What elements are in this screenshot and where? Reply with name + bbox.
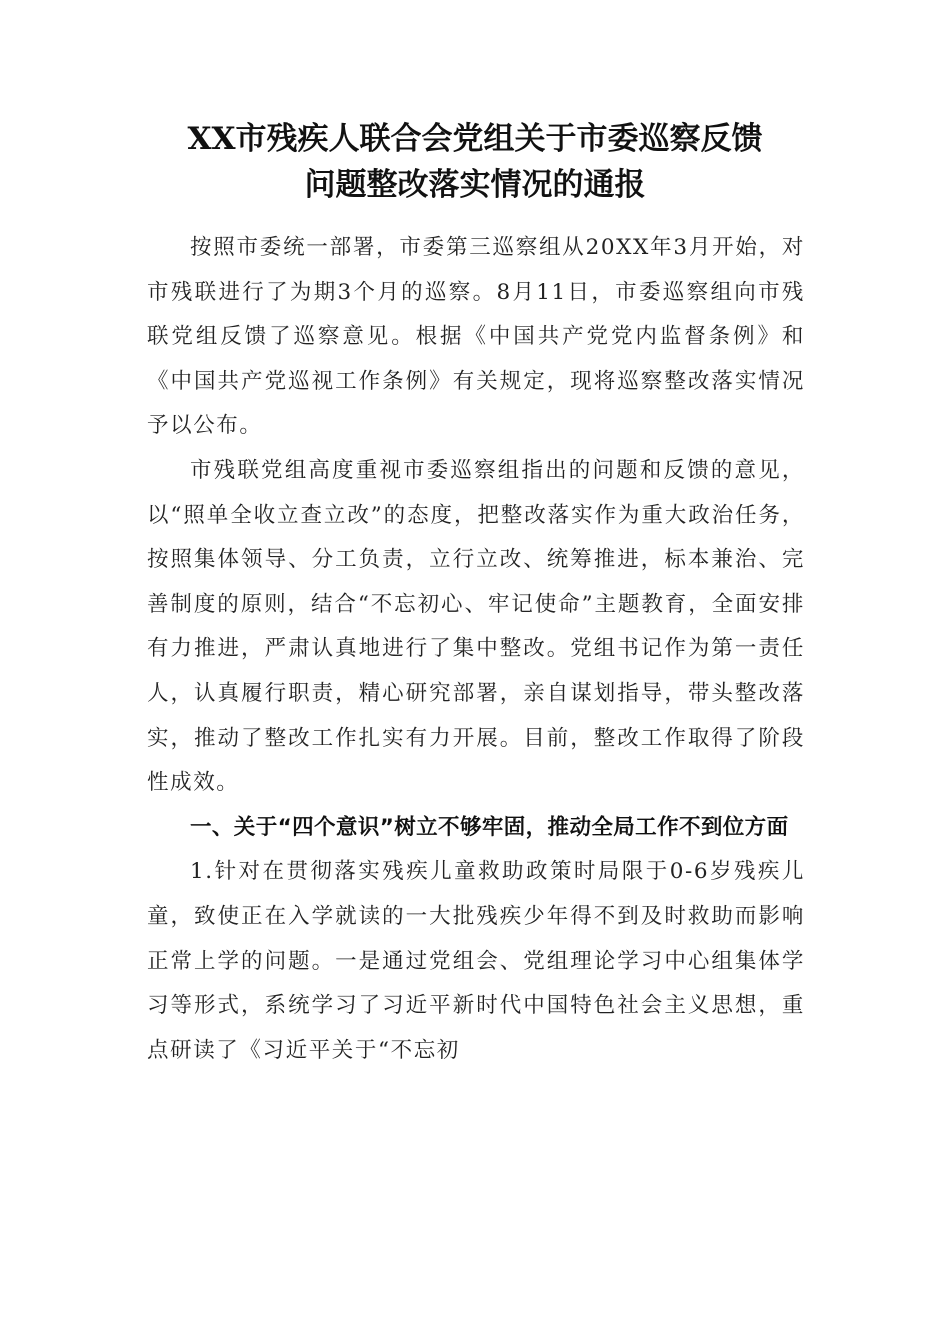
paragraph-intro: 按照市委统一部署，市委第三巡察组从20XX年3月开始，对市残联进行了为期3个月的巡察。8月11日，市委巡察组向市残联党组反馈了巡察意见。根据《中国共产党党内监督条例》和《中国共产党巡视工作条例》有关规定，现将巡察整改落实情况予以公布。 xyxy=(147,235,805,439)
title-line-1: XX市残疾人联合会党组关于市委巡察反馈 xyxy=(187,121,763,157)
section-heading: 一、关于“四个意识”树立不够牢固，推动全局工作不到位方面 xyxy=(190,814,789,840)
title-line-2: 问题整改落实情况的通报 xyxy=(304,167,646,203)
paragraph-overview: 市残联党组高度重视市委巡察组指出的问题和反馈的意见，以“照单全收立查立改”的态度，把整改落实作为重大政治任务，按照集体领导、分工负责，立行立改、统筹推进，标本兼治、完善制度的原则，结合“不忘初心、牢记使命”主题教育，全面安排有力推进，严肃认真地进行了集中整改。党组书记作为第一责任人，认真履行职责，精心研究部署，亲自谋划指导，带头整改落实，推动了整改工作扎实有力开展。目前，整改工作取得了阶段性成效。 xyxy=(147,457,805,796)
document-body xyxy=(147,226,805,1073)
paragraph-item-1: 1.针对在贯彻落实残疾儿童救助政策时局限于0-6岁残疾儿童，致使正在入学就读的一大批残疾少年得不到及时救助而影响正常上学的问题。一是通过党组会、党组理论学习中心组集体学习等形式，系统学习了习近平新时代中国特色社会主义思想，重点研读了《习近平关于“不忘初 xyxy=(147,859,805,1063)
document-title xyxy=(120,116,830,208)
